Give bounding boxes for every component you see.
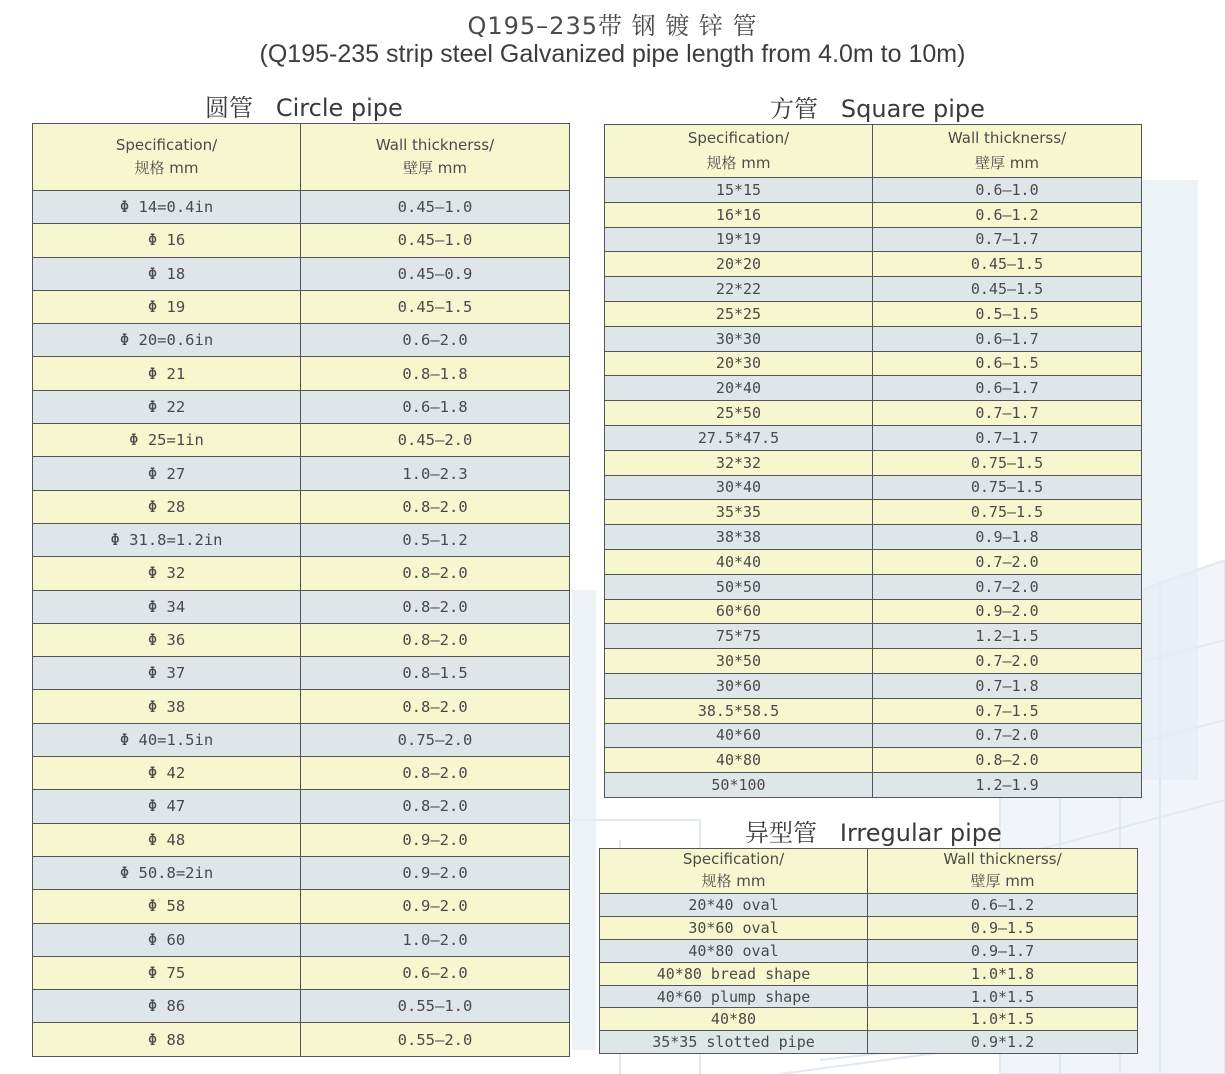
wall-thickness-cell: 0.45–2.0 (301, 424, 570, 457)
spec-cell: Φ 75 (33, 956, 301, 989)
table-row (605, 698, 1142, 723)
wall-thickness-cell: 0.9–2.0 (873, 599, 1142, 624)
wall-thickness-cell: 0.55–1.0 (301, 990, 570, 1023)
spec-cell: 30*40 (605, 475, 873, 500)
spec-cell: 20*20 (605, 252, 873, 277)
wall-thickness-cell: 0.75–2.0 (301, 723, 570, 756)
square-pipe-title: 方管 Square pipe (770, 95, 985, 123)
wall-thickness-cell: 0.6–1.8 (301, 390, 570, 423)
table-row (33, 357, 570, 390)
spec-cell: 20*30 (605, 351, 873, 376)
table-row (33, 856, 570, 889)
table-row (605, 748, 1142, 773)
spec-cell: Φ 14=0.4in (33, 191, 301, 224)
wall-thickness-cell: 0.8–2.0 (301, 557, 570, 590)
wall-thickness-cell: 0.9–2.0 (301, 856, 570, 889)
spec-header-line1: Specification/ (115, 135, 218, 154)
spec-header-cell (605, 125, 873, 178)
table-row (33, 757, 570, 790)
spec-cell: Φ 18 (33, 257, 301, 290)
spec-cell: Φ 28 (33, 490, 301, 523)
spec-cell: Φ 22 (33, 390, 301, 423)
spec-cell: Φ 88 (33, 1023, 301, 1056)
wall-header-line2: 壁厚 mm (975, 154, 1039, 172)
wall-thickness-cell: 0.75–1.5 (873, 500, 1142, 525)
spec-cell: Φ 27 (33, 457, 301, 490)
table-row (600, 985, 1138, 1008)
spec-header-line2: 规格 mm (706, 154, 771, 172)
table-row (33, 191, 570, 224)
spec-cell: Φ 34 (33, 590, 301, 623)
spec-cell: 50*50 (605, 574, 873, 599)
spec-cell: Φ 21 (33, 357, 301, 390)
spec-cell: 40*80 bread shape (600, 962, 868, 985)
wall-thickness-cell: 0.55–2.0 (301, 1023, 570, 1056)
wall-thickness-cell: 1.2–1.5 (873, 624, 1142, 649)
wall-header-cell (868, 849, 1138, 894)
wall-thickness-cell: 0.5–1.2 (301, 523, 570, 556)
table-header-row (605, 125, 1142, 178)
spec-cell: Φ 58 (33, 890, 301, 923)
spec-cell: Φ 86 (33, 990, 301, 1023)
table-row (605, 178, 1142, 203)
spec-cell: 30*50 (605, 649, 873, 674)
table-row (33, 590, 570, 623)
spec-cell: Φ 42 (33, 757, 301, 790)
table-row (600, 894, 1138, 917)
wall-thickness-cell: 0.9–1.5 (868, 916, 1138, 939)
table-row (605, 277, 1142, 302)
table-row (33, 990, 570, 1023)
wall-thickness-cell: 0.45–1.5 (873, 252, 1142, 277)
table-row (600, 1008, 1138, 1031)
table-row (33, 1023, 570, 1056)
spec-cell: 20*40 oval (600, 894, 868, 917)
wall-thickness-cell: 0.8–2.0 (301, 590, 570, 623)
wall-thickness-cell: 0.6–1.5 (873, 351, 1142, 376)
wall-thickness-cell: 0.6–2.0 (301, 956, 570, 989)
wall-thickness-cell: 0.6–2.0 (301, 324, 570, 357)
table-row (33, 490, 570, 523)
table-row (33, 523, 570, 556)
wall-thickness-cell: 0.8–2.0 (301, 757, 570, 790)
wall-thickness-cell: 0.7–1.8 (873, 673, 1142, 698)
spec-cell: 22*22 (605, 277, 873, 302)
wall-thickness-cell: 0.9*1.2 (868, 1031, 1138, 1054)
wall-thickness-cell: 0.7–2.0 (873, 574, 1142, 599)
table-row (605, 525, 1142, 550)
page-title-chinese: Q195–235带 钢 镀 锌 管 (467, 12, 758, 40)
table-row (605, 326, 1142, 351)
wall-thickness-cell: 0.75–1.5 (873, 475, 1142, 500)
table-row (605, 624, 1142, 649)
wall-thickness-cell: 0.9–1.7 (868, 939, 1138, 962)
table-row (605, 401, 1142, 426)
wall-thickness-cell: 0.8–2.0 (301, 790, 570, 823)
table-row (605, 475, 1142, 500)
wall-thickness-cell: 0.6–1.2 (873, 202, 1142, 227)
table-row (605, 574, 1142, 599)
wall-thickness-cell: 0.7–1.7 (873, 227, 1142, 252)
spec-cell: 35*35 (605, 500, 873, 525)
table-row (33, 623, 570, 656)
table-row (605, 549, 1142, 574)
table-row (605, 450, 1142, 475)
wall-thickness-cell: 0.6–1.7 (873, 376, 1142, 401)
spec-cell: Φ 47 (33, 790, 301, 823)
spec-cell: 25*25 (605, 301, 873, 326)
spec-cell: 38.5*58.5 (605, 698, 873, 723)
spec-cell: 75*75 (605, 624, 873, 649)
table-row (605, 599, 1142, 624)
spec-cell: 30*60 (605, 673, 873, 698)
wall-thickness-cell: 0.7–1.7 (873, 401, 1142, 426)
wall-header-line1: Wall thicknerss/ (375, 135, 495, 154)
spec-cell: Φ 32 (33, 557, 301, 590)
spec-cell: Φ 50.8=2in (33, 856, 301, 889)
wall-thickness-cell: 0.7–1.5 (873, 698, 1142, 723)
table-row (33, 690, 570, 723)
spec-cell: Φ 38 (33, 690, 301, 723)
wall-thickness-cell: 0.45–0.9 (301, 257, 570, 290)
table-row (33, 224, 570, 257)
spec-cell: 27.5*47.5 (605, 425, 873, 450)
spec-cell: 40*60 plump shape (600, 985, 868, 1008)
spec-header-line2: 规格 mm (701, 872, 766, 890)
wall-thickness-cell: 0.7–2.0 (873, 649, 1142, 674)
wall-header-cell (301, 124, 570, 191)
wall-thickness-cell: 0.45–1.5 (873, 277, 1142, 302)
spec-cell: Φ 36 (33, 623, 301, 656)
spec-cell: 30*30 (605, 326, 873, 351)
spec-cell: 20*40 (605, 376, 873, 401)
spec-header-cell (600, 849, 868, 894)
spec-cell: 16*16 (605, 202, 873, 227)
wall-thickness-cell: 0.6–1.7 (873, 326, 1142, 351)
wall-thickness-cell: 0.9–2.0 (301, 890, 570, 923)
spec-cell: 30*60 oval (600, 916, 868, 939)
wall-thickness-cell: 0.8–2.0 (301, 490, 570, 523)
wall-thickness-cell: 0.7–2.0 (873, 549, 1142, 574)
spec-cell: 40*80 (600, 1008, 868, 1031)
spec-cell: 35*35 slotted pipe (600, 1031, 868, 1054)
table-row (605, 773, 1142, 798)
wall-thickness-cell: 0.7–1.7 (873, 425, 1142, 450)
spec-cell: 40*60 (605, 723, 873, 748)
wall-thickness-cell: 0.45–1.0 (301, 224, 570, 257)
table-row (600, 939, 1138, 962)
wall-thickness-cell: 1.0*1.5 (868, 985, 1138, 1008)
irregular-pipe-table (599, 848, 1138, 1054)
table-row (33, 457, 570, 490)
wall-thickness-cell: 1.0*1.5 (868, 1008, 1138, 1031)
wall-thickness-cell: 0.45–1.5 (301, 290, 570, 323)
wall-thickness-cell: 0.8–2.0 (873, 748, 1142, 773)
table-row (33, 324, 570, 357)
spec-cell: Φ 19 (33, 290, 301, 323)
wall-thickness-cell: 1.0–2.3 (301, 457, 570, 490)
spec-header-cell (33, 124, 301, 191)
wall-thickness-cell: 0.9–1.8 (873, 525, 1142, 550)
spec-cell: Φ 31.8=1.2in (33, 523, 301, 556)
wall-thickness-cell: 0.7–2.0 (873, 723, 1142, 748)
circle-pipe-table (32, 123, 570, 1057)
wall-thickness-cell: 0.45–1.0 (301, 191, 570, 224)
table-row (33, 424, 570, 457)
table-row (33, 390, 570, 423)
spec-cell: 15*15 (605, 178, 873, 203)
table-row (605, 673, 1142, 698)
wall-thickness-cell: 0.75–1.5 (873, 450, 1142, 475)
spec-cell: Φ 48 (33, 823, 301, 856)
spec-cell: Φ 25=1in (33, 424, 301, 457)
wall-header-line1: Wall thicknerss/ (947, 128, 1067, 147)
table-row (605, 649, 1142, 674)
table-row (33, 823, 570, 856)
wall-header-line2: 壁厚 mm (403, 159, 467, 177)
wall-header-line2: 壁厚 mm (970, 872, 1035, 890)
wall-thickness-cell: 1.2–1.9 (873, 773, 1142, 798)
spec-header-line1: Specification/ (687, 128, 790, 147)
wall-thickness-cell: 0.8–1.5 (301, 657, 570, 690)
spec-cell: Φ 37 (33, 657, 301, 690)
wall-thickness-cell: 0.8–2.0 (301, 690, 570, 723)
spec-cell: 38*38 (605, 525, 873, 550)
table-row (605, 500, 1142, 525)
wall-thickness-cell: 1.0–2.0 (301, 923, 570, 956)
table-header-row (33, 124, 570, 191)
table-row (33, 257, 570, 290)
table-row (33, 790, 570, 823)
table-row (33, 657, 570, 690)
table-row (605, 351, 1142, 376)
spec-cell: 50*100 (605, 773, 873, 798)
wall-header-line1: Wall thicknerss/ (943, 850, 1062, 869)
page-title-english: (Q195-235 strip steel Galvanized pipe length from 4.0m to 10m) (259, 40, 966, 68)
table-row (600, 962, 1138, 985)
table-row (33, 923, 570, 956)
spec-cell: Φ 20=0.6in (33, 324, 301, 357)
wall-thickness-cell: 1.0*1.8 (868, 962, 1138, 985)
table-row (605, 376, 1142, 401)
table-row (605, 227, 1142, 252)
wall-thickness-cell: 0.9–2.0 (301, 823, 570, 856)
spec-cell: 19*19 (605, 227, 873, 252)
spec-cell: 40*40 (605, 549, 873, 574)
spec-cell: 40*80 (605, 748, 873, 773)
table-row (605, 301, 1142, 326)
spec-header-line1: Specification/ (682, 850, 785, 869)
spec-cell: 32*32 (605, 450, 873, 475)
table-row (33, 723, 570, 756)
table-row (33, 890, 570, 923)
table-row (605, 252, 1142, 277)
table-header-row (600, 849, 1138, 894)
square-pipe-table (604, 124, 1142, 798)
table-row (33, 290, 570, 323)
spec-header-line2: 规格 mm (134, 159, 199, 177)
wall-thickness-cell: 0.6–1.2 (868, 894, 1138, 917)
spec-cell: Φ 40=1.5in (33, 723, 301, 756)
spec-cell: Φ 60 (33, 923, 301, 956)
table-row (605, 723, 1142, 748)
spec-cell: 40*80 oval (600, 939, 868, 962)
wall-header-cell (873, 125, 1142, 178)
table-row (600, 916, 1138, 939)
table-row (605, 425, 1142, 450)
wall-thickness-cell: 0.8–2.0 (301, 623, 570, 656)
table-row (33, 557, 570, 590)
table-row (600, 1031, 1138, 1054)
table-row (33, 956, 570, 989)
wall-thickness-cell: 0.5–1.5 (873, 301, 1142, 326)
irregular-pipe-title: 异型管 Irregular pipe (745, 819, 1002, 847)
wall-thickness-cell: 0.8–1.8 (301, 357, 570, 390)
wall-thickness-cell: 0.6–1.0 (873, 178, 1142, 203)
spec-cell: Φ 16 (33, 224, 301, 257)
spec-cell: 25*50 (605, 401, 873, 426)
spec-cell: 60*60 (605, 599, 873, 624)
table-row (605, 202, 1142, 227)
circle-pipe-title: 圆管 Circle pipe (205, 94, 403, 122)
